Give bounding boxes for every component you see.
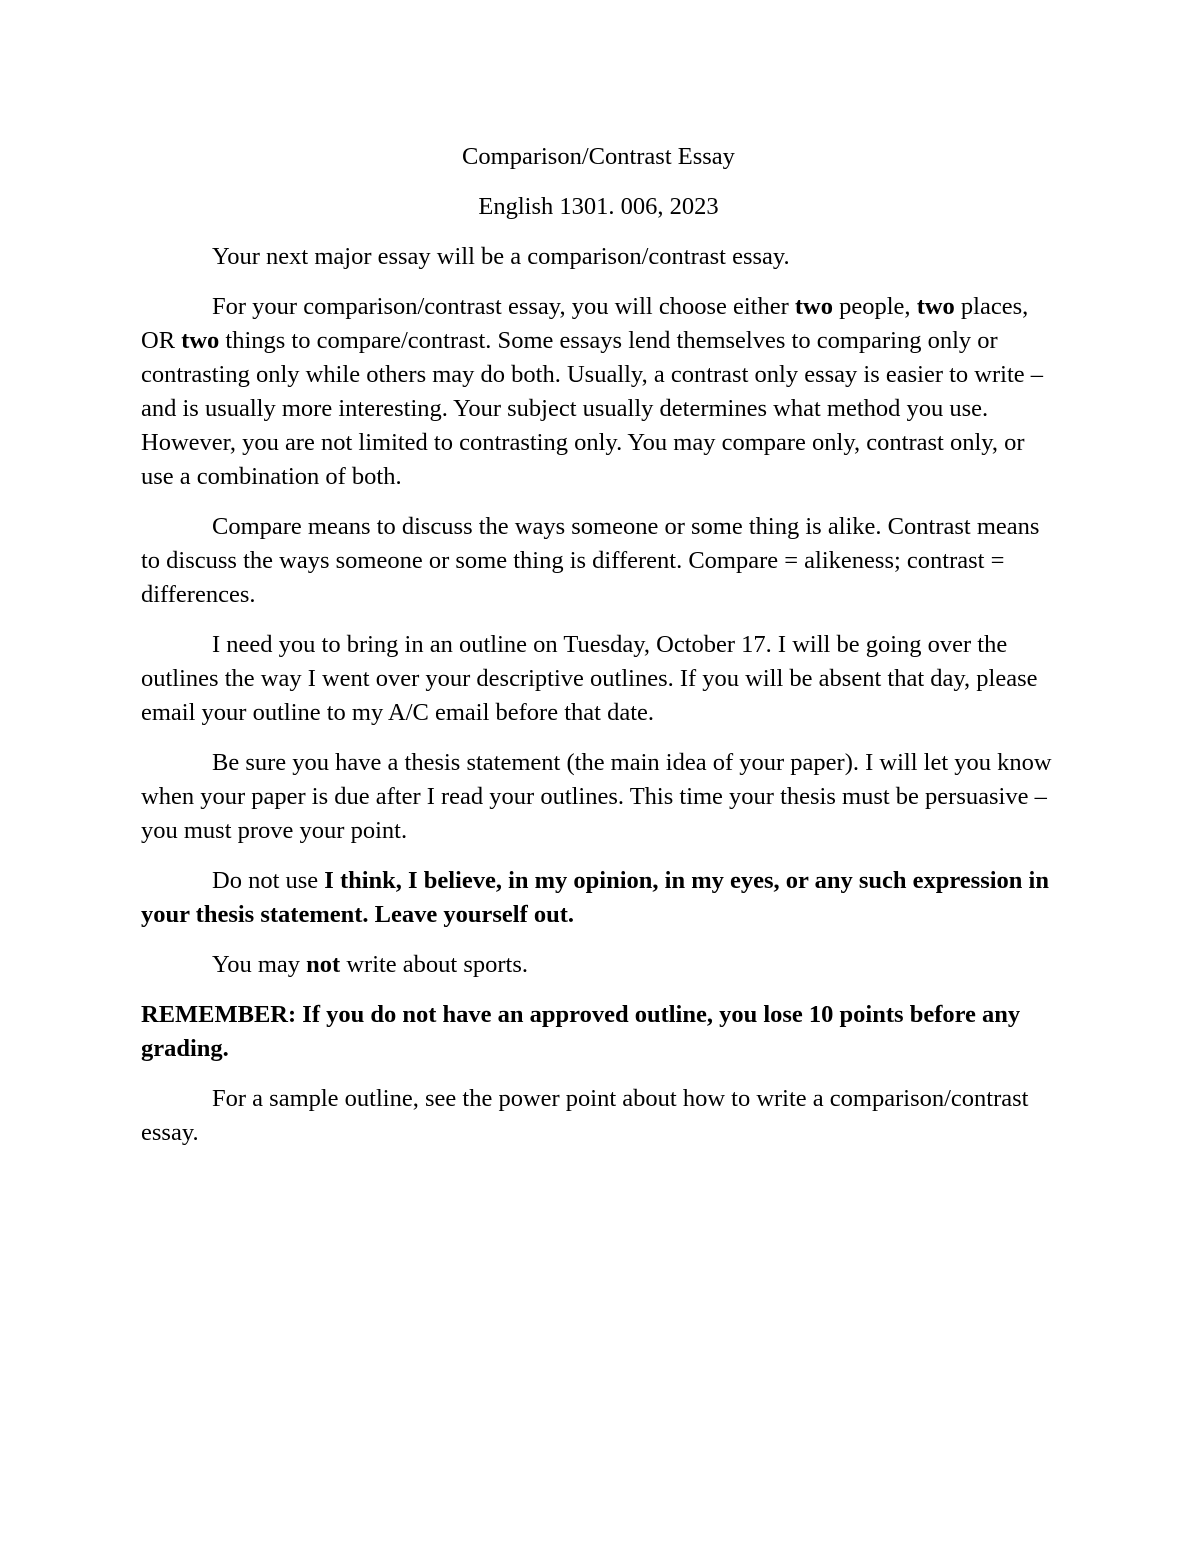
- thesis-paragraph: Be sure you have a thesis statement (the main idea of your paper). I will let you know when your paper is due after I read your outlines. This time your thesis must be persuasive – you must prove your point.: [141, 749, 1052, 844]
- outline-paragraph: I need you to bring in an outline on Tuesday, October 17. I will be going over the outlines the way I went over your descriptive outlines. If you will be absent that day, please email your outline to my A/C email before that date.: [141, 631, 1038, 726]
- document-body: [141, 140, 1056, 1166]
- sample-paragraph: For a sample outline, see the power point about how to write a comparison/contrast essay.: [141, 1085, 1029, 1146]
- definition-paragraph: Compare means to discuss the ways someone or some thing is alike. Contrast means to discuss the ways someone or some thing is different. Compare = alikeness; contrast = differences.: [141, 513, 1040, 608]
- restriction-paragraph: Do not use I think, I believe, in my opinion, in my eyes, or any such expression in your thesis statement. Leave yourself out.: [141, 867, 1049, 928]
- remember-paragraph: REMEMBER: If you do not have an approved outline, you lose 10 points before any grading.: [141, 1001, 1021, 1062]
- course-line: English 1301. 006, 2023: [478, 193, 719, 220]
- assignment-paragraph: For your comparison/contrast essay, you will choose either two people, two places, OR two things to compare/contrast. Some essays lend themselves to comparing only or contrasting only while others may do both. Usually, a contrast only essay is easier to write – and is usually more interesting. Your subject usually determines what method you use. However, you are not limited to contrasting only. You may compare only, contrast only, or use a combination of both.: [141, 293, 1044, 490]
- document-title: Comparison/Contrast Essay: [462, 143, 735, 170]
- sports-paragraph: You may not write about sports.: [212, 951, 529, 978]
- intro-paragraph: Your next major essay will be a comparison/contrast essay.: [212, 243, 790, 270]
